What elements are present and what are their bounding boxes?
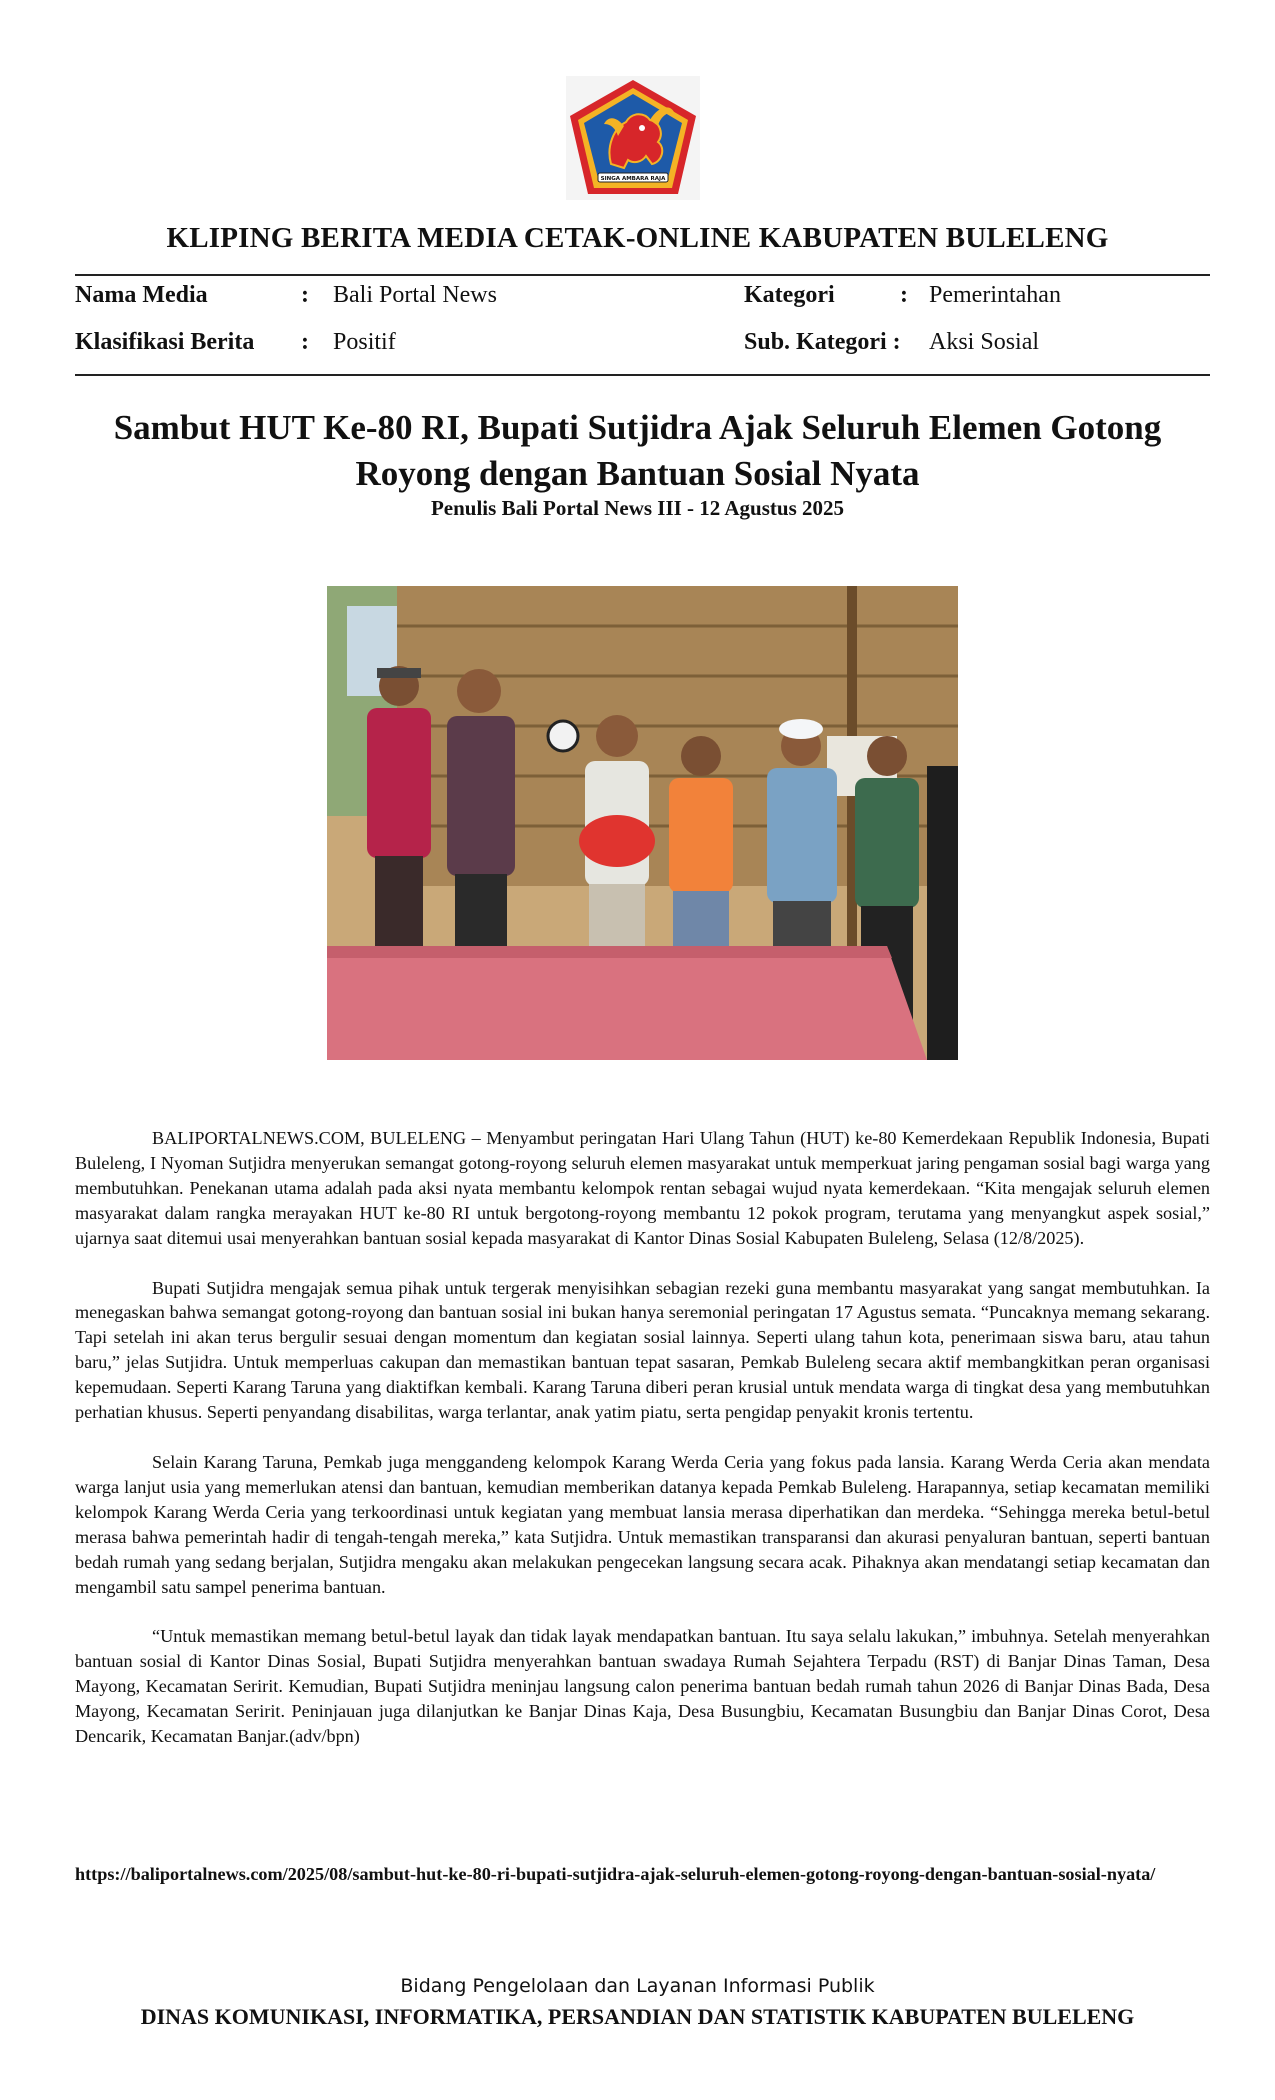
klasifikasi-colon: : bbox=[301, 329, 309, 355]
footer-agency: DINAS KOMUNIKASI, INFORMATIKA, PERSANDIAN DAN STATISTIK KABUPATEN BULELENG bbox=[140, 2004, 1135, 2029]
wall-clock-icon bbox=[548, 721, 578, 751]
article-paragraph: BALIPORTALNEWS.COM, BULELENG – Menyambut peringatan Hari Ulang Tahun (HUT) ke-80 Kemerdekaan Republik Indonesia, Bupati Buleleng, I Nyoman Sutjidra menyerukan semangat gotong-royong seluruh elemen masyarakat untuk memperkuat jaring pengaman sosial bagi warga yang membutuhkan. Penekanan utama adalah pada aksi nyata membantu kelompok rentan sebagai wujud nyata kemerdekaan. “Kita mengajak seluruh elemen masyarakat dalam rangka merayakan HUT ke-80 RI untuk bergotong-royong membantu 12 pokok program, terutama yang menyangkut aspek sosial,” ujarnya saat ditemui usai menyerahkan bantuan sosial kepada masyarakat di Kantor Dinas Sosial Kabupaten Buleleng, Selasa (12/8/2025). bbox=[75, 1128, 1210, 1248]
subkategori-value: Aksi Sosial bbox=[929, 329, 1040, 355]
media-value: Bali Portal News bbox=[333, 282, 497, 308]
media-colon: : bbox=[301, 282, 309, 308]
coat-of-arms-singa-ambara-raja-icon bbox=[566, 76, 700, 200]
page-title: KLIPING BERITA MEDIA CETAK-ONLINE KABUPATEN BULELENG bbox=[166, 222, 1109, 254]
header-divider-bottom bbox=[75, 374, 1210, 376]
header-divider-top bbox=[75, 274, 1210, 276]
article-headline: Sambut HUT Ke-80 RI, Bupati Sutjidra Ajak Seluruh Elemen Gotong Royong dengan Bantuan Sosial Nyata bbox=[113, 408, 1162, 493]
footer-division: Bidang Pengelolaan dan Layanan Informasi Publik bbox=[400, 1975, 875, 1997]
news-photo-icon bbox=[327, 586, 958, 1060]
kategori-colon: : bbox=[900, 282, 908, 308]
article-paragraph: Selain Karang Taruna, Pemkab juga menggandeng kelompok Karang Werda Ceria yang fokus pada lansia. Karang Werda Ceria akan mendata warga lanjut usia yang memerlukan atensi dan bantuan, kemudian memberikan datanya kepada Pemkab Buleleng. Harapannya, setiap kecamatan memiliki kelompok Karang Werda Ceria yang terkoordinasi untuk kegiatan yang membuat lansia merasa diperhatikan dan merdeka. “Sehingga mereka betul-betul merasa bahwa pemerintah hadir di tengah-tengah mereka,” kata Sutjidra. Untuk memastikan transparansi dan akurasi penyaluran bantuan, seperti bantuan bedah rumah yang sedang berjalan, Sutjidra mengaku akan melakukan pengecekan langsung secara acak. Pihaknya akan mendatangi setiap kecamatan dan mengambil satu sampel penerima bantuan. bbox=[75, 1451, 1210, 1597]
logo-motto: SINGA AMBARA RAJA bbox=[600, 176, 666, 182]
klasifikasi-label: Klasifikasi Berita bbox=[75, 329, 255, 355]
red-tablecloth bbox=[327, 946, 927, 1060]
source-link[interactable]: https://baliportalnews.com/2025/08/sambut-hut-ke-80-ri-bupati-sutjidra-ajak-seluruh-elemen-gotong-royong-dengan-bantuan-sosial-nyata/ bbox=[75, 1864, 1156, 1884]
article-paragraph: Bupati Sutjidra mengajak semua pihak untuk tergerak menyisihkan sebagian rezeki guna membantu masyarakat yang sangat membutuhkan. Ia menegaskan bahwa semangat gotong-royong dan bantuan sosial ini bukan hanya seremonial peringatan 17 Agustus semata. “Puncaknya memang sekarang. Tapi setelah ini akan terus bergulir sesuai dengan momentum dan kegiatan sosial lainnya. Seperti ulang tahun kota, penerimaan siswa baru, atau tahun baru,” jelas Sutjidra. Untuk memperluas cakupan dan memastikan bantuan tepat sasaran, Pemkab Buleleng secara aktif membangkitkan peran organisasi kepemudaan. Seperti Karang Taruna yang diaktifkan kembali. Karang Taruna diberi peran krusial untuk mendata warga di tingkat desa yang membutuhkan perhatian khusus. Seperti penyandang disabilitas, warga terlantar, anak yatim piatu, serta pengidap penyakit kronis tertentu. bbox=[75, 1277, 1210, 1423]
kategori-label: Kategori bbox=[744, 282, 835, 308]
article-body bbox=[75, 1126, 1210, 1774]
article-paragraph: “Untuk memastikan memang betul-betul layak dan tidak layak mendapatkan bantuan. Itu saya selalu lakukan,” imbuhnya. Setelah menyerahkan bantuan sosial di Kantor Dinas Sosial, Bupati Sutjidra menyerahkan bantuan swadaya Rumah Sejahtera Terpadu (RST) di Banjar Dinas Taman, Desa Mayong, Kecamatan Seririt. Kemudian, Bupati Sutjidra meninjau langsung calon penerima bantuan bedah rumah tahun 2026 di Banjar Dinas Bada, Desa Mayong, Kecamatan Seririt. Peninjauan juga dilanjutkan ke Banjar Dinas Kaja, Desa Busungbiu, Kecamatan Busungbiu dan Banjar Dinas Corot, Desa Dencarik, Kecamatan Banjar.(adv/bpn) bbox=[75, 1626, 1210, 1747]
article-byline: Penulis Bali Portal News III - 12 Agustus 2025 bbox=[430, 496, 845, 520]
klasifikasi-value: Positif bbox=[333, 329, 396, 355]
subkategori-label: Sub. Kategori : bbox=[744, 329, 901, 355]
article-photo bbox=[327, 586, 958, 1060]
coat-of-arms-logo bbox=[566, 76, 700, 200]
kategori-value: Pemerintahan bbox=[929, 282, 1061, 308]
aid-package bbox=[579, 815, 655, 867]
media-label: Nama Media bbox=[75, 282, 208, 308]
